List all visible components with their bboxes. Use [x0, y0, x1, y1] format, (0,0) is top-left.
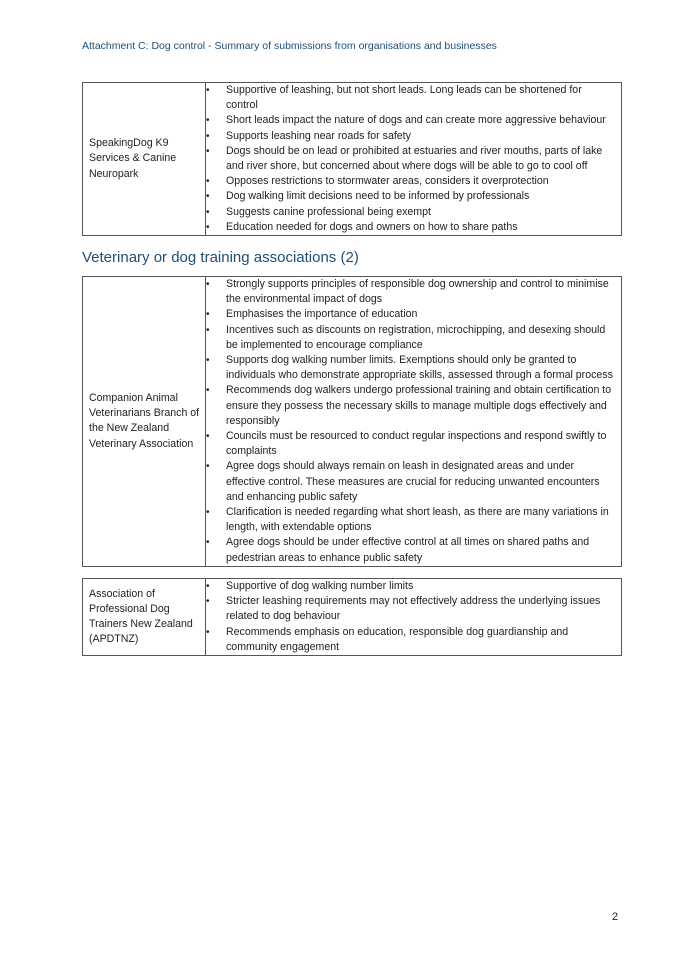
bullet-point: • Suggests canine professional being exempt	[206, 205, 621, 220]
submission-points	[206, 277, 621, 566]
bullet-point: • Stricter leashing requirements may not effectively address the underlying issues related to dog behaviour	[206, 594, 621, 624]
submissions-table-trainers	[82, 578, 622, 656]
bullet-point: • Dogs should be on lead or prohibited at estuaries and river mouths, parts of lake and river shore, but concerned about where dogs will be able to go to cool off	[206, 144, 621, 174]
bullet-point: • Clarification is needed regarding what short leash, as there are many variations in length, with extendable options	[206, 505, 621, 535]
table-row	[83, 579, 622, 656]
bullet-point: • Supports leashing near roads for safety	[206, 129, 621, 144]
bullet-point: • Dog walking limit decisions need to be informed by professionals	[206, 189, 621, 204]
organisation-name: SpeakingDog K9 Services & Canine Neuropark	[83, 83, 206, 236]
table-row	[83, 277, 622, 567]
bullet-point: • Opposes restrictions to stormwater areas, considers it overprotection	[206, 174, 621, 189]
bullet-point: • Emphasises the importance of education	[206, 307, 621, 322]
bullet-point: • Supportive of leashing, but not short leads. Long leads can be shortened for control	[206, 83, 621, 113]
bullet-point: • Education needed for dogs and owners on how to share paths	[206, 220, 621, 235]
bullet-point: • Recommends dog walkers undergo professional training and obtain certification to ensure they possess the necessary skills to manage multiple dogs effectively and responsibly	[206, 383, 621, 429]
section-title: Veterinary or dog training associations (2)	[82, 249, 359, 266]
submissions-table-veterinary	[82, 276, 622, 567]
bullet-point: • Supports dog walking number limits. Exemptions should only be granted to individuals who demonstrate appropriate skills, assessed through a formal process	[206, 353, 621, 383]
bullet-point: • Councils must be resourced to conduct regular inspections and respond swiftly to complaints	[206, 429, 621, 459]
bullet-point: • Strongly supports principles of responsible dog ownership and control to minimise the environmental impact of dogs	[206, 277, 621, 307]
bullet-point: • Agree dogs should always remain on leash in designated areas and under effective control. These measures are crucial for reducing unwanted encounters and enhancing public safety	[206, 459, 621, 505]
organisation-name: Companion Animal Veterinarians Branch of the New Zealand Veterinary Association	[83, 277, 206, 567]
bullet-point: • Supportive of dog walking number limits	[206, 579, 621, 594]
bullet-point: • Incentives such as discounts on registration, microchipping, and desexing should be implemented to encourage compliance	[206, 323, 621, 353]
submission-points	[206, 83, 621, 235]
submission-points	[206, 579, 621, 655]
bullet-point: • Short leads impact the nature of dogs and can create more aggressive behaviour	[206, 113, 621, 128]
submissions-table-organisations	[82, 82, 622, 236]
page-number: 2	[612, 911, 619, 923]
bullet-point: • Recommends emphasis on education, responsible dog guardianship and community engagement	[206, 625, 621, 655]
table-row	[83, 83, 622, 236]
organisation-name: Association of Professional Dog Trainers New Zealand (APDTNZ)	[83, 579, 206, 656]
bullet-point: • Agree dogs should be under effective control at all times on shared paths and pedestrian areas to enhance public safety	[206, 535, 621, 565]
page-header: Attachment C: Dog control - Summary of submissions from organisations and businesses	[82, 40, 497, 52]
